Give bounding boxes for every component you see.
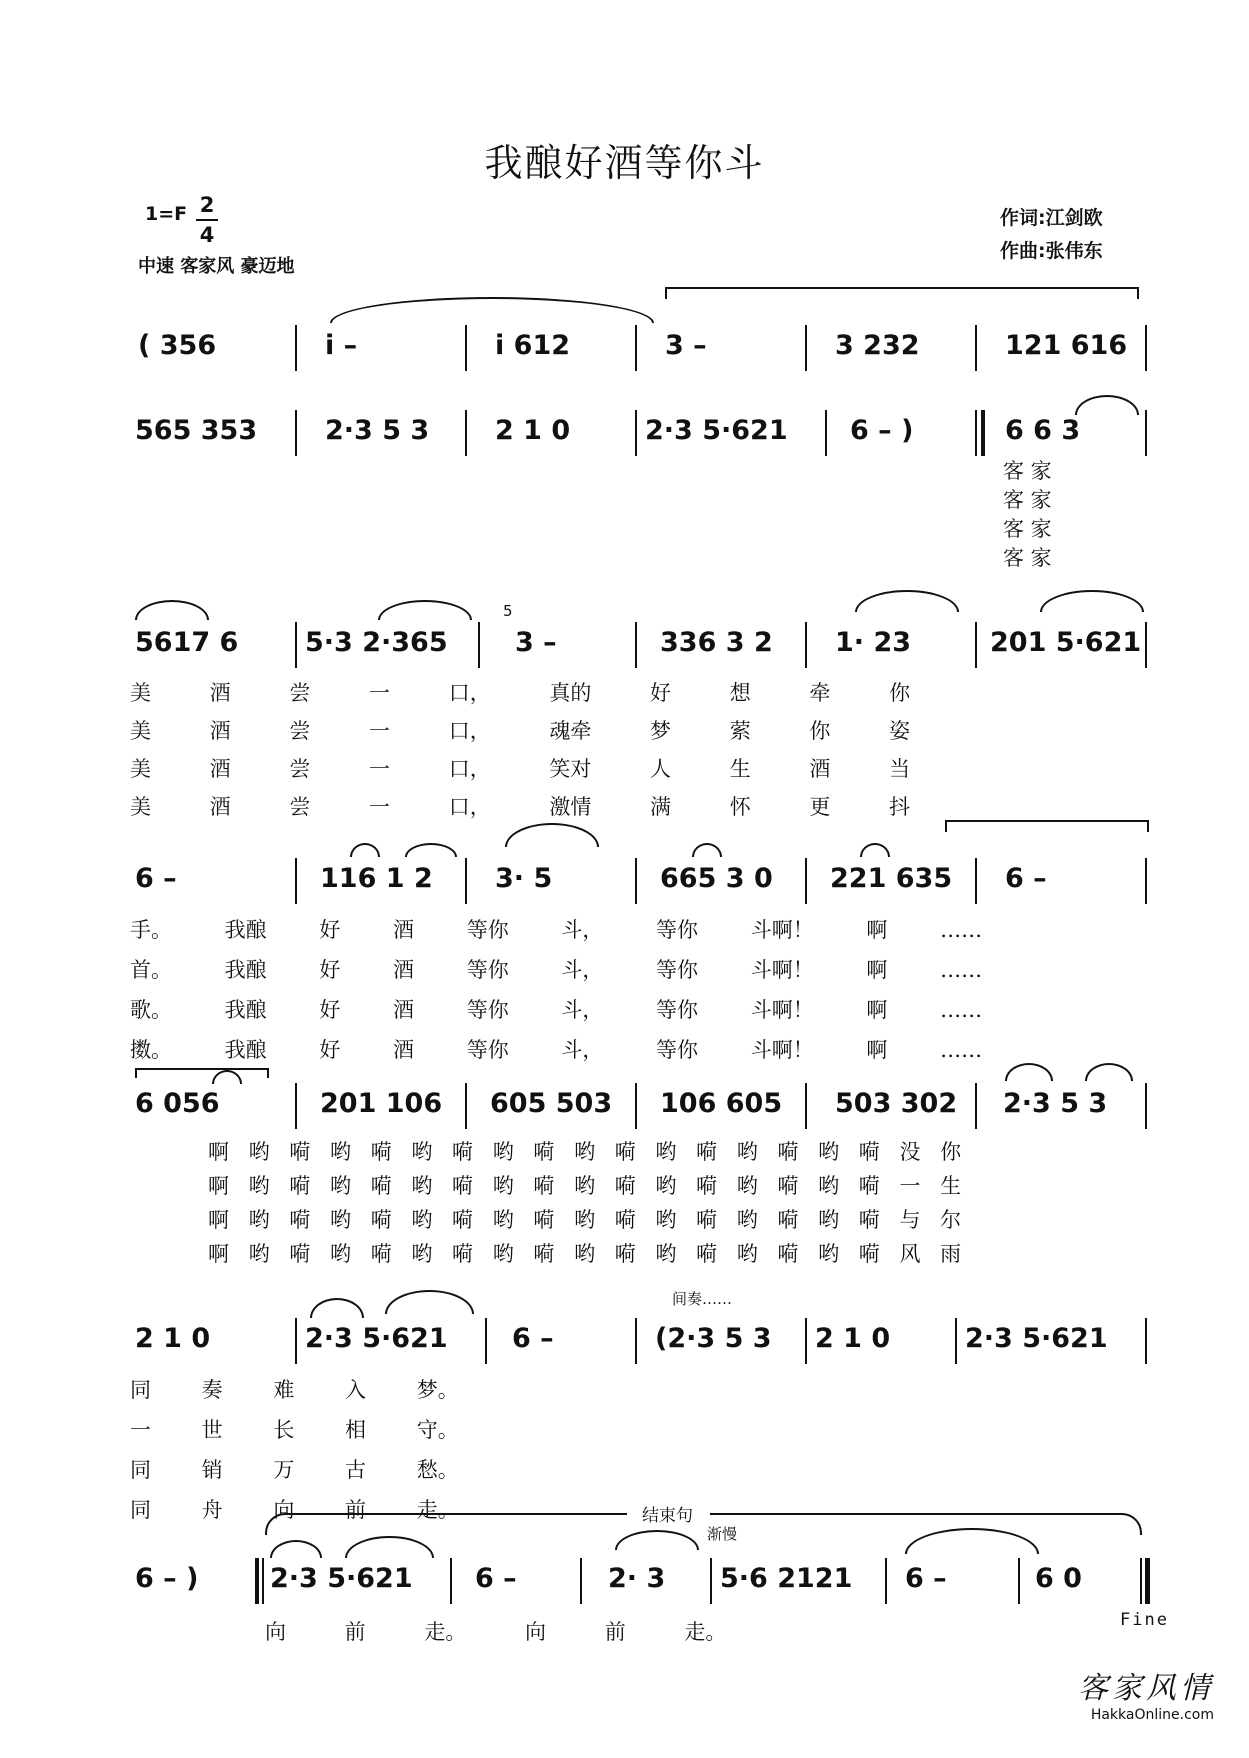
measure: 3· 5 [495,863,553,894]
measure: 106 605 [660,1088,783,1119]
measure: 2·3 5 3 [325,415,430,446]
measure: 3 232 [835,330,920,361]
measure: 6 – [135,863,177,894]
measure: 2·3 5·621 [965,1323,1108,1354]
measure: 6 – [905,1563,947,1594]
measure: 5·6 2121 [720,1563,853,1594]
measure: 6 – [1005,863,1047,894]
lyric-line: 手。 我酿 好 酒 等你 斗， 等你 斗啊！ 啊 …… [130,918,983,942]
measure: 6 – ) [135,1563,199,1594]
measure: 2·3 5·621 [645,415,788,446]
measure: 201 106 [320,1088,443,1119]
measure: 116 1 2 [320,863,433,894]
measure: 6 – [512,1323,554,1354]
lyrics-block [130,1370,730,1530]
measure: 2 1 0 [495,415,571,446]
measure: 2·3 5·621 [305,1323,448,1354]
measure: ( 356 [138,330,217,361]
time-signature-top: 2 [199,193,215,217]
lyric-line: 啊 哟 嗬 哟 嗬 哟 嗬 哟 嗬 哟 嗬 哟 嗬 哟 嗬 哟 嗬 一 生 [208,1174,962,1198]
lyric-line: 啊 哟 嗬 哟 嗬 哟 嗬 哟 嗬 哟 嗬 哟 嗬 哟 嗬 哟 嗬 没 你 [208,1140,962,1164]
lyric-line: 啊 哟 嗬 哟 嗬 哟 嗬 哟 嗬 哟 嗬 哟 嗬 哟 嗬 哟 嗬 与 尔 [208,1208,962,1232]
lyric-line: 美 酒 尝 一 口， 魂牵 梦 萦 你 姿 [130,719,911,743]
measure: 5617 6 [135,627,239,658]
measure: 2· 3 [608,1563,666,1594]
measure: 503 302 [835,1088,958,1119]
measure: 2 1 0 [135,1323,211,1354]
lyric-line: 客 家 [1003,459,1052,483]
lyric-line: 同 销 万 古 愁。 [130,1458,459,1482]
composer: 作曲:张伟东 [1000,240,1103,262]
key-signature: 1=F [145,203,188,225]
lyric-line: 同 奏 难 入 梦。 [130,1378,459,1402]
measure: 665 3 0 [660,863,773,894]
tempo-marking: 中速 客家风 豪迈地 [138,256,295,277]
measure: 5·3 2·365 [305,627,448,658]
lyrics-block [1003,457,1143,573]
measure: 2·3 5 3 [1003,1088,1108,1119]
measure: i 612 [495,330,571,361]
measure: (2·3 5 3 [655,1323,772,1354]
lyric-line: 同 舟 向 前 走。 [130,1498,459,1522]
lyric-line: 擞。 我酿 好 酒 等你 斗， 等你 斗啊！ 啊 …… [130,1038,983,1062]
lyric-line: 啊 哟 嗬 哟 嗬 哟 嗬 哟 嗬 哟 嗬 哟 嗬 哟 嗬 哟 嗬 风 雨 [208,1242,962,1266]
lyric-line: 美 酒 尝 一 口， 笑对 人 生 酒 当 [130,757,911,781]
measure: i – [325,330,358,361]
measure: 6 0 [1035,1563,1082,1594]
page-title: 我酿好酒等你斗 [484,141,765,185]
measure: 1· 23 [835,627,912,658]
measure: 605 503 [490,1088,613,1119]
measure: 6 6 3 [1005,415,1081,446]
time-signature [196,192,218,248]
measure: 121 616 [1005,330,1128,361]
watermark-url: HakkaOnline.com [1090,1707,1214,1723]
lyric-line: 客 家 [1003,488,1052,512]
lyric-line: 歌。 我酿 好 酒 等你 斗， 等你 斗啊！ 啊 …… [130,998,983,1022]
measure: 221 635 [830,863,953,894]
lyric-line: 首。 我酿 好 酒 等你 斗， 等你 斗啊！ 啊 …… [130,958,983,982]
measure: 565 353 [135,415,258,446]
interlude-label: 间奏…… [672,1290,733,1308]
lyrics-block [130,674,1140,826]
lyric-line: 客 家 [1003,517,1052,541]
lyrics-block [208,1135,1148,1271]
time-signature-bottom: 4 [199,223,215,247]
lyric-line: 美 酒 尝 一 口， 激情 满 怀 更 抖 [130,795,911,819]
measure: 6 – ) [850,415,914,446]
watermark [1078,1663,1214,1723]
fine-marking: Fine [1120,1610,1169,1630]
tempo-change: 渐慢 [707,1525,738,1543]
measure: 2·3 5·621 [270,1563,413,1594]
measure: 3 – [515,627,557,658]
lyrics-block [130,910,1140,1070]
measure: 201 5·621 [990,627,1142,658]
measure: 2 1 0 [815,1323,891,1354]
measure: 3 – [665,330,707,361]
lyric-line: 一 世 长 相 守。 [130,1418,459,1442]
watermark-text: 客家风情 [1078,1671,1214,1706]
measure: 336 3 2 [660,627,773,658]
measure: 6 056 [135,1088,220,1119]
measure: 6 – [475,1563,517,1594]
lyric-line: 美 酒 尝 一 口， 真的 好 想 牵 你 [130,681,911,705]
lyric-line: 客 家 [1003,546,1052,570]
lyric-line: 向 前 走。 向 前 走。 [265,1620,727,1644]
lyricist: 作词:江剑欧 [1000,207,1103,229]
ending-label: 结束句 [642,1506,693,1526]
